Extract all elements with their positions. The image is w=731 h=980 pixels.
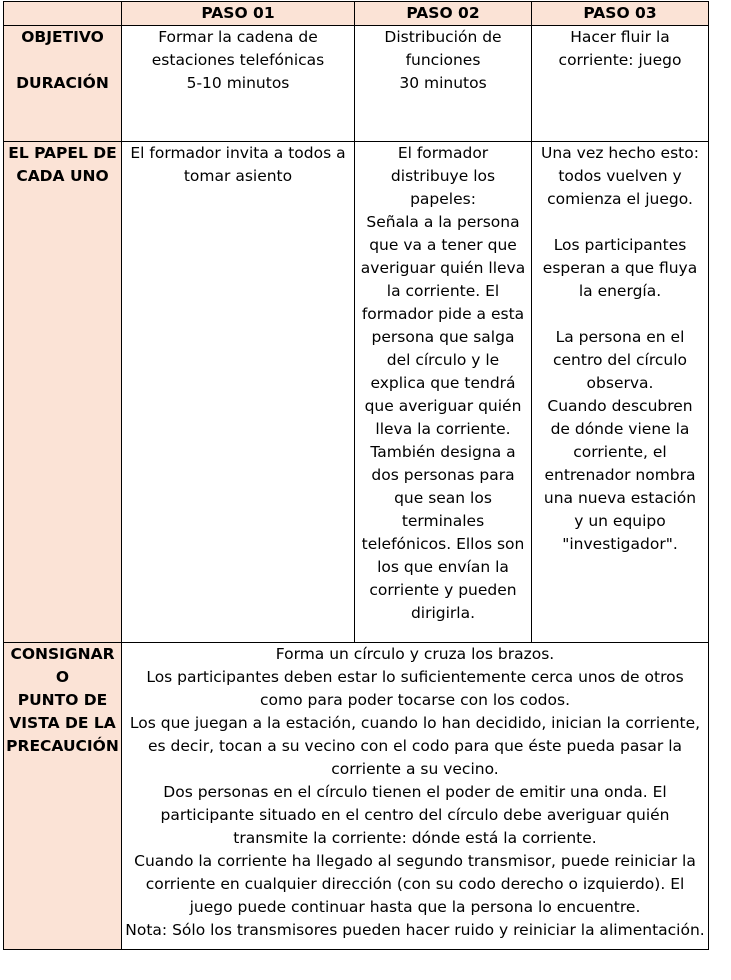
row-header-objetivo-duracion: [4, 26, 122, 142]
row-header-consignar: [4, 643, 122, 950]
paso3-papel-cell: [532, 142, 709, 643]
consignar-text-line: Nota: Sólo los transmisores pueden hacer ruido y reiniciar la alimentación.: [125, 921, 705, 939]
paso2-papel-line: averiguar quién lleva: [360, 259, 526, 277]
consignar-text-line: juego puede continuar hasta que la persona lo encuentre.: [189, 898, 641, 916]
paso3-objetivo-cell: [532, 26, 709, 142]
paso3-papel-line: "investigador".: [562, 535, 678, 553]
paso2-papel-line: la corriente. El: [386, 282, 500, 300]
paso2-papel-line: los que envían la: [377, 558, 509, 576]
header-row: [4, 2, 709, 26]
paso2-papel-line: corriente y pueden: [369, 581, 517, 599]
paso2-papel-line: del círculo y le: [386, 351, 500, 369]
paso2-objetivo-cell: [355, 26, 532, 142]
paso3-papel-line: una nueva estación: [543, 489, 697, 507]
consignar-text-line: Forma un círculo y cruza los brazos.: [275, 645, 555, 663]
paso1-objetivo-line: Formar la cadena de: [158, 28, 318, 46]
label-duracion: DURACIÓN: [16, 74, 109, 92]
consignar-text-line: como para poder tocarse con los codos.: [259, 691, 570, 709]
paso2-papel-line: persona que salga: [371, 328, 515, 346]
paso3-papel-line: todos vuelven y: [558, 167, 682, 185]
paso1-papel-cell: [122, 142, 355, 643]
label-consignar-line: O: [55, 668, 70, 686]
consignar-text-line: Los participantes deben estar lo suficientemente cerca unos de otros: [146, 668, 684, 686]
paso2-papel-line: que averiguar quién: [364, 397, 522, 415]
paso2-papel-line: También designa a: [370, 443, 516, 461]
label-consignar-line: PRECAUCIÓN: [6, 737, 119, 755]
label-consignar-line: VISTA DE LA: [9, 714, 116, 732]
paso2-papel-line: telefónicos. Ellos son: [361, 535, 525, 553]
label-papel-line: EL PAPEL DE: [8, 144, 117, 162]
paso2-papel-line: Señala a la persona: [366, 213, 520, 231]
paso3-objetivo-line: corriente: juego: [558, 51, 682, 69]
label-consignar-line: CONSIGNAR: [10, 645, 115, 663]
paso3-papel-line: Los participantes: [553, 236, 687, 254]
paso2-objetivo-line: Distribución de: [384, 28, 502, 46]
header-paso-02: PASO 02: [355, 2, 532, 26]
consignar-text-line: corriente a su vecino.: [331, 760, 499, 778]
paso3-papel-line: observa.: [586, 374, 654, 392]
paso2-papel-line: papeles:: [410, 190, 476, 208]
paso2-papel-line: distribuye los: [390, 167, 496, 185]
consignar-text-line: Cuando la corriente ha llegado al segundo transmisor, puede reiniciar la: [134, 852, 696, 870]
consignar-text-line: Dos personas en el círculo tienen el poder de emitir una onda. El: [163, 783, 667, 801]
paso2-papel-cell: [355, 142, 532, 643]
consignar-text-line: corriente en cualquier dirección (con su codo derecho o izquierdo). El: [145, 875, 685, 893]
paso3-papel-line: y un equipo: [574, 512, 666, 530]
paso2-papel-line: dos personas para: [371, 466, 515, 484]
header-corner-cell: [4, 2, 122, 26]
paso3-papel-line: comienza el juego.: [547, 190, 693, 208]
consignar-text-line: Los que juegan a la estación, cuando lo han decidido, inician la corriente,: [129, 714, 701, 732]
row-header-papel: [4, 142, 122, 643]
label-objetivo: OBJETIVO: [21, 28, 104, 46]
paso1-duracion: 5-10 minutos: [186, 74, 290, 92]
paso3-papel-line: entrenador nombra: [544, 466, 696, 484]
paso2-papel-line: explica que tendrá: [370, 374, 516, 392]
paso2-papel-line: El formador: [397, 144, 489, 162]
paso2-objetivo-line: funciones: [405, 51, 481, 69]
consignar-text-line: participante situado en el centro del círculo debe averiguar quién: [160, 806, 670, 824]
paso2-papel-line: que sean los: [394, 489, 492, 507]
paso2-papel-line: formador pide a esta: [361, 305, 525, 323]
paso2-papel-line: dirigirla.: [410, 604, 476, 622]
objetivo-duracion-row: [4, 26, 709, 142]
paso3-papel-line: esperan a que fluya: [542, 259, 698, 277]
paso2-duracion: 30 minutos: [399, 74, 487, 92]
activity-table: [3, 1, 709, 950]
papel-row: [4, 142, 709, 643]
label-papel-line: CADA UNO: [16, 167, 109, 185]
paso1-objetivo-cell: [122, 26, 355, 142]
paso3-papel-line: corriente, el: [573, 443, 667, 461]
paso1-papel-line: El formador invita a todos a: [130, 144, 346, 162]
paso3-papel-line: Cuando descubren: [547, 397, 693, 415]
paso3-papel-line: de dónde viene la: [550, 420, 690, 438]
paso3-objetivo-line: Hacer fluir la: [570, 28, 670, 46]
paso3-papel-line: La persona en el: [555, 328, 685, 346]
paso1-objetivo-line: estaciones telefónicas: [151, 51, 325, 69]
paso3-papel-line: centro del círculo: [552, 351, 687, 369]
consignar-text-line: es decir, tocan a su vecino con el codo para que éste pueda pasar la: [148, 737, 682, 755]
paso2-papel-line: terminales: [401, 512, 485, 530]
paso3-papel-line: la energía.: [578, 282, 662, 300]
label-consignar-line: PUNTO DE: [17, 691, 108, 709]
paso3-papel-line: Una vez hecho esto:: [541, 144, 699, 162]
consignar-text-cell: [122, 643, 709, 950]
consignar-row: [4, 643, 709, 950]
paso2-papel-line: que va a tener que: [369, 236, 517, 254]
consignar-text-line: transmite la corriente: dónde está la corriente.: [233, 829, 597, 847]
header-paso-01: PASO 01: [122, 2, 355, 26]
header-paso-03: PASO 03: [532, 2, 709, 26]
paso2-papel-line: lleva la corriente.: [375, 420, 511, 438]
paso1-papel-line: tomar asiento: [183, 167, 293, 185]
